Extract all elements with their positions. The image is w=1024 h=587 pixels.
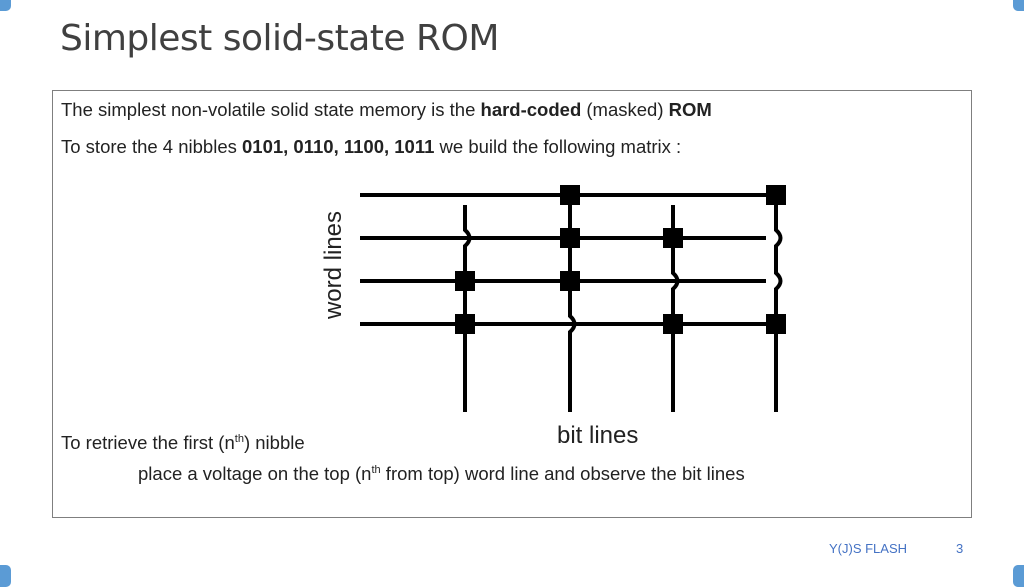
page-number: 3	[956, 541, 964, 556]
slide-title: Simplest solid-state ROM	[60, 18, 499, 59]
instruction-sup: th	[371, 464, 381, 476]
rom-cell-2-2	[560, 228, 580, 248]
rom-cell-3-1	[455, 271, 475, 291]
retrieve-sup: th	[234, 433, 244, 445]
rom-bold: ROM	[668, 99, 712, 120]
word-lines-label: word lines	[320, 210, 347, 320]
intro-text: The simplest non-volatile solid state memory is the	[61, 99, 481, 120]
masked-text: (masked)	[581, 99, 669, 120]
bit-lines-label: bit lines	[557, 422, 639, 449]
rom-cell-4-4	[766, 314, 786, 334]
nibbles-suffix: we build the following matrix :	[434, 136, 682, 157]
retrieve-prefix: To retrieve the first (n	[61, 432, 235, 453]
rom-cell-3-2	[560, 271, 580, 291]
nibbles-prefix: To store the 4 nibbles	[61, 136, 242, 157]
rom-cell-4-3	[663, 314, 683, 334]
retrieve-text	[61, 432, 305, 454]
instruction-suffix: from top) word line and observe the bit lines	[380, 463, 745, 484]
rom-cell-1-2	[560, 185, 580, 205]
footer-label: Y(J)S FLASH	[829, 541, 908, 556]
instruction-prefix: place a voltage on the top (n	[138, 463, 372, 484]
nibbles-bold: 0101, 0110, 1100, 1011	[242, 136, 435, 157]
hard-coded-bold: hard-coded	[480, 99, 582, 120]
bit-line-4	[776, 185, 781, 412]
rom-cell-4-1	[455, 314, 475, 334]
retrieve-suffix: ) nibble	[243, 432, 305, 453]
rom-cell-2-3	[663, 228, 683, 248]
instruction-text	[138, 463, 745, 485]
rom-cell-1-4	[766, 185, 786, 205]
